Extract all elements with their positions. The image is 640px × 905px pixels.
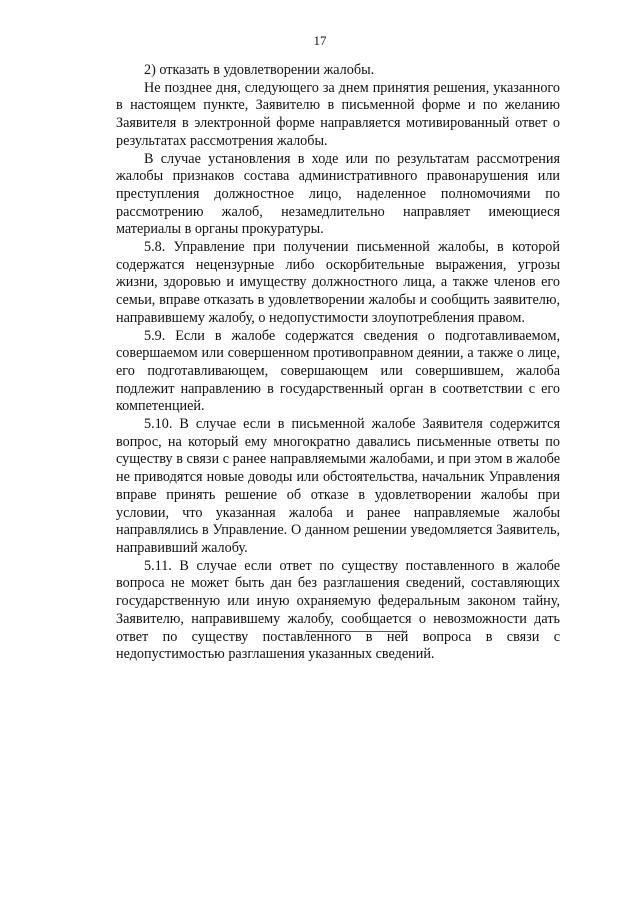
paragraph-5-8: 5.8. Управление при получении письменной жалобы, в которой содержатся нецензурные либо оскорбительные выражения, угрозы жизни, здоровью и имуществу должностного лица, а также членов его семьи, вправе отказать в удовлетворении жалобы и сообщить заявителю, направившему жалобу, о недопустимости злоупотребления правом. — [116, 239, 560, 326]
end-separator-line — [306, 631, 405, 632]
page-number: 17 — [313, 33, 327, 48]
document-body — [116, 62, 560, 664]
paragraph-reasoned-response: Не позднее дня, следующего за днем принятия решения, указанного в настоящем пункте, Заявителю в письменной форме и по желанию Заявителя в электронной форме направляется мотивированный ответ о результатах рассмотрения жалобы. — [116, 79, 560, 149]
paragraph-prosecution-referral: В случае установления в ходе или по результатам рассмотрения жалобы признаков состава административного правонарушения или преступления должностное лицо, наделенное полномочиями по рассмотрению жалоб, незамедлительно направляет имеющиеся материалы в органы прокуратуры. — [116, 150, 560, 238]
paragraph-5-10: 5.10. В случае если в письменной жалобе Заявителя содержится вопрос, на который ему многократно давались письменные ответы по существу в связи с ранее направляемыми жалобами, и при этом в жалобе не приводятся новые доводы или обстоятельства, начальник Управления вправе принять решение об отказе в удовлетворении жалобы при условии, что указанная жалоба и ранее направляемые жалобы направлялись в Управление. О данном решении уведомляется Заявитель, направивший жалобу. — [116, 416, 560, 556]
paragraph-item-2-refuse: 2) отказать в удовлетворении жалобы. — [144, 62, 375, 78]
paragraph-5-11: 5.11. В случае если ответ по существу поставленного в жалобе вопроса не может быть дан без разглашения сведений, составляющих государственную или иную охраняемую федеральным законом тайну, Заявителю, направившему жалобу, сообщается о невозможности дать ответ по существу поставленного в ней вопроса в связи с недопустимостью разглашения указанных сведений. — [116, 557, 560, 663]
paragraph-5-9: 5.9. Если в жалобе содержатся сведения о подготавливаемом, совершаемом или совершенном противоправном деянии, а также о лице, его подготавливающем, совершающем или совершившем, жалоба подлежит направлению в государственный орган в соответствии с его компетенцией. — [116, 327, 560, 415]
